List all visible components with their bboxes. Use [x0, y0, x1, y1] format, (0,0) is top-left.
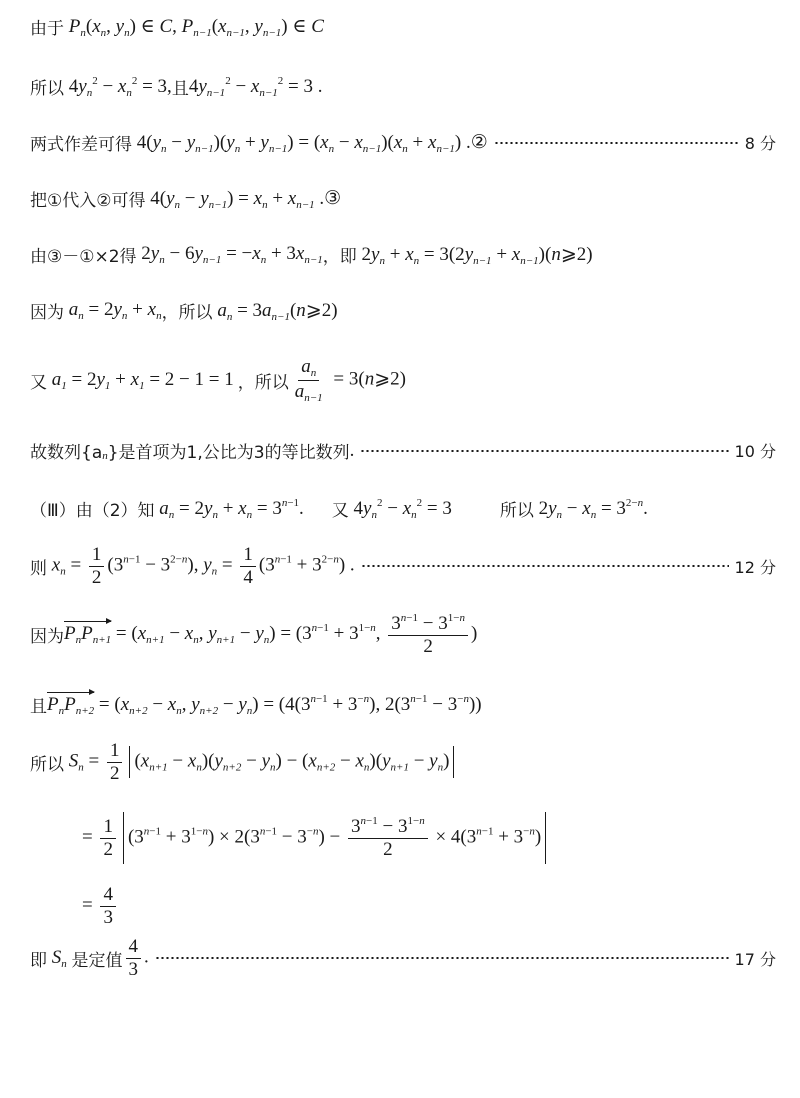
solution-line-16 — [30, 936, 776, 981]
solution-line-6 — [30, 298, 776, 323]
line-4-math: $4(y_n - y_{n-1}) = x_n + x_{n-1}$ .③ — [145, 187, 342, 211]
line-9-mid2: 所以 — [499, 501, 534, 521]
line-8-text-a: 故数列{a — [30, 443, 103, 463]
line-7-math-a: $a_1 = 2y_1 + x_1 = 2 - 1 = 1$ — [51, 368, 234, 392]
line-1-prefix: 由于 — [30, 19, 64, 39]
line-14-math: = $\frac{1}{2}$ $(3^{n-1} + 3^{1-n}) \times 2(3^{n-1} - 3^{-n})$ − $\frac{3^{n-1} - 3^{1-n}}{2}$ × $4(3^{n-1} + 3^{-n})$ — [82, 812, 550, 864]
line-16-math-a: $S_n$ — [51, 946, 67, 970]
dotted-leader — [361, 565, 729, 567]
line-5-mid: ，即 — [322, 247, 357, 267]
line-1-math: $P_n(x_n$, $y_n$) ∈ C, $P_{n-1}(x_{n-1}$, $y_{n-1}$) ∈ C — [68, 15, 324, 39]
score-label: 17 分 — [734, 949, 776, 969]
score-label: 8 分 — [744, 134, 776, 153]
score-label: 10 分 — [734, 442, 776, 461]
line-12-prefix: 且 — [30, 697, 47, 717]
line-2-mid: 且 — [171, 79, 189, 99]
line-6-math-b: $a_n$ = $3a_{n-1}(n⩾2)$ — [217, 299, 338, 323]
solution-line-14 — [82, 812, 776, 864]
dotted-leader — [360, 450, 728, 452]
line-3-prefix: 两式作差可得 — [30, 135, 132, 155]
solution-line-13 — [30, 740, 776, 785]
line-9-prefix: （Ⅲ）由（2）知 — [30, 501, 155, 521]
line-12-math: $P_nP_{n+2} = (x_{n+2} - x_n$, $y_{n+2} - y_n) = (4(3^{n-1} + 3^{-n})$, $2(3^{n-1} - 3^{-n})$) — [47, 692, 482, 717]
solution-line-11 — [30, 612, 776, 658]
solution-line-7 — [30, 356, 776, 404]
line-9-math-c: $2y_n - x_n = 3^{2-n}$. — [533, 496, 648, 521]
line-15-math: = $\frac{4}{3}$ — [82, 884, 119, 929]
line-2-math-b: $4y_{n-1}^2 - x_{n-1}^2 = 3$ . — [188, 74, 323, 99]
line-9-math-a: $a_n = 2y_n + x_n = 3^{n-1}$. — [159, 496, 304, 521]
solution-line-15 — [82, 884, 776, 929]
line-7-prefix: 又 — [30, 372, 47, 393]
line-2-math-a: $4y_n^2 - x_n^2 = 3$, — [64, 74, 172, 99]
dotted-leader — [494, 142, 739, 144]
score-label: 12 分 — [734, 557, 776, 577]
line-3-math: $4(y_n - y_{n-1})(y_n + y_{n-1}) = (x_n - x_{n-1})(x_n + x_{n-1})$ .② — [132, 131, 488, 155]
line-13-prefix: 所以 — [30, 754, 64, 775]
line-6-mid: ，所以 — [161, 303, 213, 323]
line-10-prefix: 则 — [30, 558, 47, 579]
line-5-math-b: $2y_n + x_n = 3(2y_{n-1}$ + $x_{n-1})(n⩾2)$ — [356, 243, 593, 267]
line-16-math-b: $\frac{4}{3}$ . — [123, 936, 149, 981]
line-4-prefix: 把①代入②可得 — [30, 191, 146, 211]
line-9-math-b: $4y_n^2 - x_n^2 = 3$ — [348, 496, 452, 521]
line-9-mid: 又 — [331, 501, 349, 521]
line-11-math: $P_nP_{n+1} = (x_{n+1} - x_n$, $y_{n+1} - y_n) = (3^{n-1} + 3^{1-n}$, $\frac{3^{n-1} - 3^{1-n}}{2}$ ) — [64, 612, 478, 657]
solution-line-1 — [30, 14, 776, 39]
solution-line-10 — [30, 544, 776, 589]
solution-line-3 — [30, 130, 776, 155]
line-10-math: $x_n$ = $\frac{1}{2}$ $(3^{n-1} - 3^{2-n})$, $y_n$ = $\frac{1}{4}$ $(3^{n-1} + 3^{2-n})$ . — [51, 544, 355, 588]
line-11-prefix: 因为 — [30, 627, 64, 648]
line-7-mid: ，所以 — [237, 372, 289, 393]
line-5-math-a: $2y_n - 6y_{n-1} = -x_n + 3x_{n-1}$ — [136, 243, 323, 266]
solution-line-4 — [30, 186, 776, 211]
line-5-prefix: 由③－①×2得 — [30, 247, 137, 267]
solution-line-9 — [30, 496, 776, 521]
line-6-math-a: $a_n = 2y_n + x_n$ — [68, 299, 162, 322]
solution-line-8: 故数列{a $_n$ }是首项为1,公比为3的等比数列 . 10 分 — [30, 439, 776, 463]
line-6-prefix: 因为 — [30, 303, 64, 323]
line-8-sub: n — [102, 450, 108, 462]
line-2-prefix: 所以 — [30, 79, 64, 99]
line-8-text-b: }是首项为1,公比为3的等比数列 — [107, 443, 350, 463]
line-7-math-b: $\frac{a_n}{a_{n-1}}$ = 3(n⩾2) — [294, 356, 406, 404]
line-13-math: $S_n$ = $\frac{1}{2}$ $(x_{n+1} - x_n)(y_{n+2} - y_n) - (x_{n+2} - x_n)(y_{n+1} - y_n)$ — [64, 740, 458, 785]
dotted-leader — [155, 957, 729, 959]
line-16-prefix: 即 — [30, 950, 47, 971]
solution-line-5 — [30, 242, 776, 267]
solution-line-12 — [30, 692, 776, 717]
line-16-mid: 是定值 — [71, 950, 123, 971]
solution-line-2 — [30, 74, 776, 99]
